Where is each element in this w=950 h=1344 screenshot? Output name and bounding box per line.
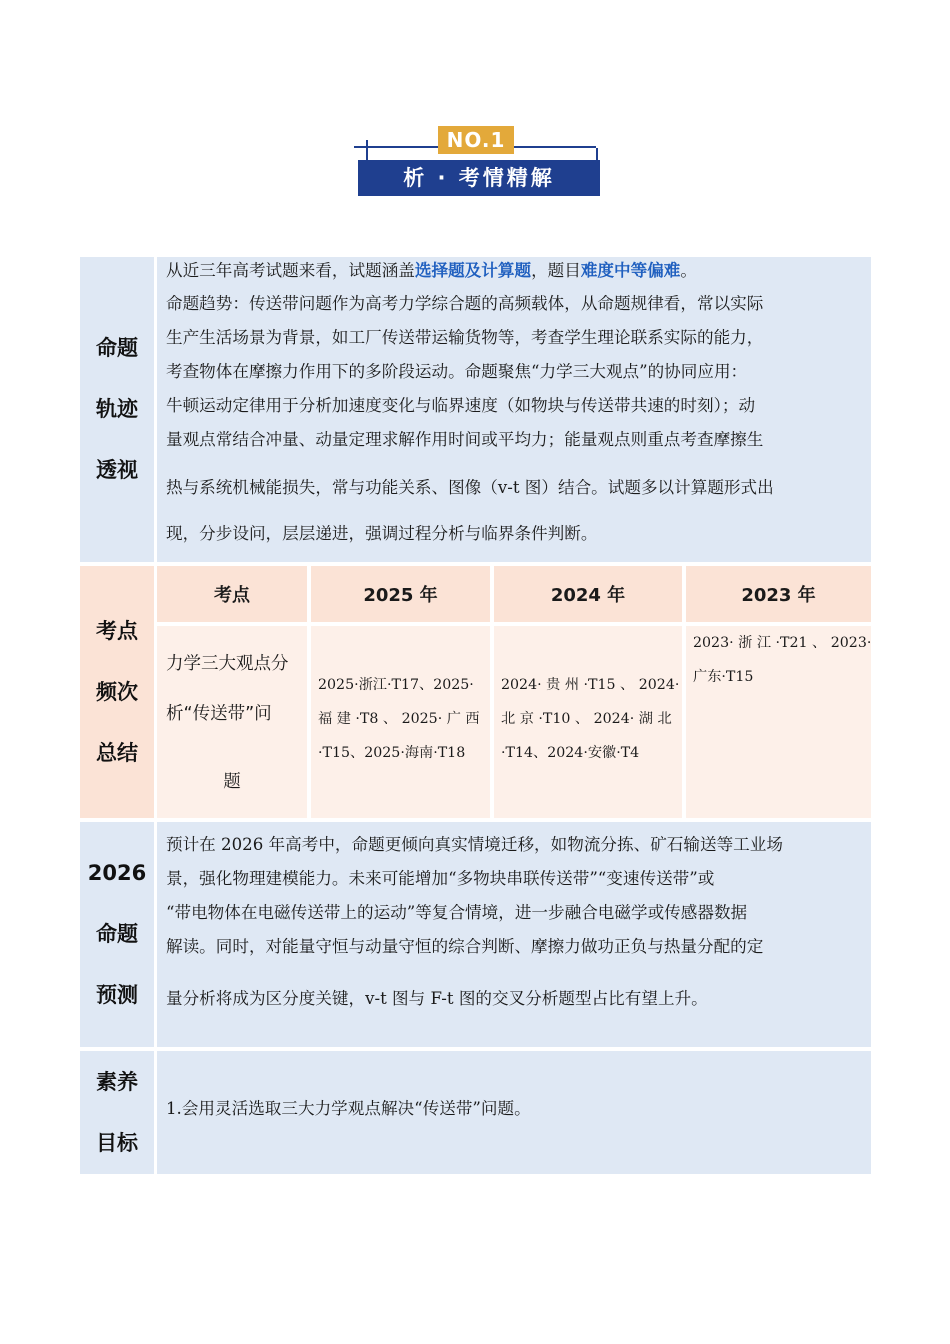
table-cell-2023: 2023· 浙 江 ·T21 、 2023· 广东·T15 bbox=[686, 626, 871, 818]
forecast-line: “带电物体在电磁传送带上的运动”等复合情境，进一步融合电磁学或传感器数据 bbox=[166, 903, 748, 922]
banner-title: 析 · 考情精解 bbox=[358, 160, 600, 196]
table-cell-topic: 力学三大观点分 析“传送带”问 题 bbox=[157, 626, 307, 818]
trend-label: 命题 轨迹 透视 bbox=[80, 257, 154, 562]
table-header-2024: 2024 年 bbox=[494, 566, 682, 622]
forecast-row bbox=[80, 822, 871, 1047]
trend-line: 命题趋势：传送带问题作为高考力学综合题的高频载体，从命题规律看，常以实际 bbox=[166, 294, 764, 313]
frequency-table bbox=[157, 566, 871, 818]
table-header-2023: 2023 年 bbox=[686, 566, 871, 622]
goals-content bbox=[157, 1051, 871, 1174]
table-header-topic: 考点 bbox=[157, 566, 307, 622]
trend-line: 考查物体在摩擦力作用下的多阶段运动。命题聚焦“力学三大观点”的协同应用： bbox=[166, 362, 748, 381]
table-cell-2025: 2025·浙江·T17、2025· 福 建 ·T8 、 2025· 广 西 ·T15、2025·海南·T18 bbox=[311, 626, 490, 818]
trend-line: 热与系统机械能损失，常与功能关系、图像（v-t 图）结合。试题多以计算题形式出 bbox=[166, 478, 774, 497]
frequency-row bbox=[80, 566, 871, 818]
forecast-line: 解读。同时，对能量守恒与动量守恒的综合判断、摩擦力做功正负与热量分配的定 bbox=[166, 937, 764, 956]
trend-intro: 从近三年高考试题来看，试题涵盖选择题及计算题，题目难度中等偏难。 bbox=[166, 261, 697, 280]
section-banner bbox=[352, 126, 602, 198]
table-cell-2024: 2024· 贵 州 ·T15 、 2024· 北 京 ·T10 、 2024· 湖 北 ·T14、2024·安徽·T4 bbox=[494, 626, 682, 818]
table-header-2025: 2025 年 bbox=[311, 566, 490, 622]
banner-decor-line bbox=[514, 146, 596, 148]
trend-row bbox=[80, 257, 871, 562]
banner-decor-tick bbox=[366, 140, 368, 160]
goals-text: 1.会用灵活选取三大力学观点解决“传送带”问题。 bbox=[166, 1099, 531, 1118]
trend-line: 生产生活场景为背景，如工厂传送带运输货物等，考查学生理论联系实际的能力， bbox=[166, 328, 764, 347]
banner-number: NO.1 bbox=[438, 126, 514, 154]
goals-label: 素养 目标 bbox=[80, 1051, 154, 1174]
trend-content bbox=[157, 257, 871, 562]
goals-row bbox=[80, 1051, 871, 1174]
forecast-content bbox=[157, 822, 871, 1047]
trend-line: 现，分步设问，层层递进，强调过程分析与临界条件判断。 bbox=[166, 524, 598, 543]
forecast-line: 量分析将成为区分度关键，v-t 图与 F-t 图的交叉分析题型占比有望上升。 bbox=[166, 989, 708, 1008]
frequency-label: 考点 频次 总结 bbox=[80, 566, 154, 818]
forecast-line: 景，强化物理建模能力。未来可能增加“多物块串联传送带”“变速传送带”或 bbox=[166, 869, 715, 888]
trend-line: 量观点常结合冲量、动量定理求解作用时间或平均力；能量观点则重点考查摩擦生 bbox=[166, 430, 764, 449]
forecast-line: 预计在 2026 年高考中，命题更倾向真实情境迁移，如物流分拣、矿石输送等工业场 bbox=[166, 835, 783, 854]
forecast-label: 2026 命题 预测 bbox=[80, 822, 154, 1047]
trend-line: 牛顿运动定律用于分析加速度变化与临界速度（如物块与传送带共速的时刻）；动 bbox=[166, 396, 756, 415]
